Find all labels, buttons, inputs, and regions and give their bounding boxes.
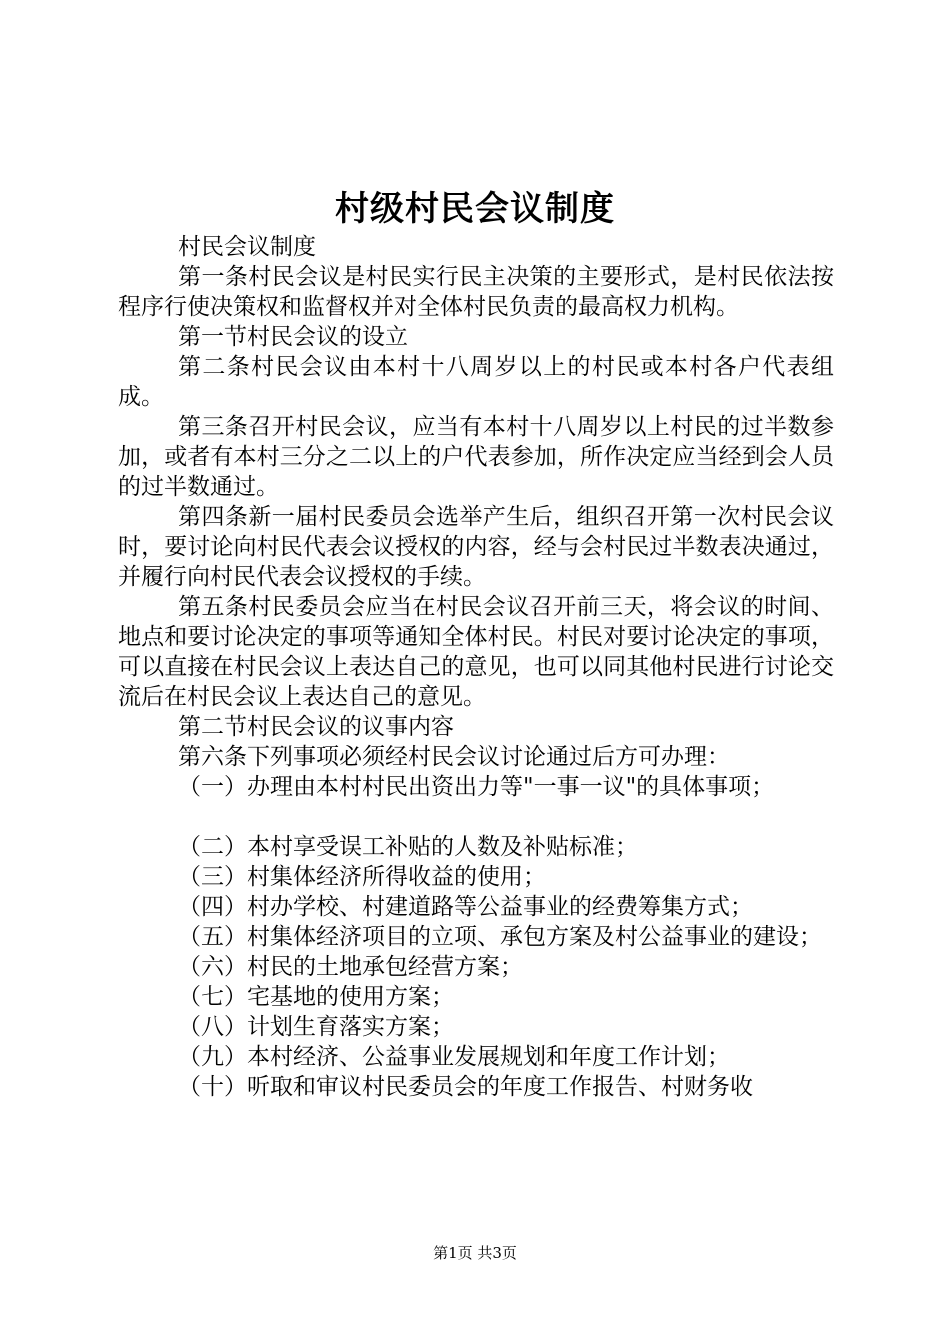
paragraph: 第三条召开村民会议，应当有本村十八周岁以上村民的过半数参加，或者有本村三分之二以上的户代表参加，所作决定应当经到会人员的过半数通过。	[118, 414, 834, 500]
list-item: （三）村集体经济所得收益的使用；	[178, 864, 546, 890]
document-title: 村级村民会议制度	[335, 189, 615, 229]
paragraph: 第一条村民会议是村民实行民主决策的主要形式，是村民依法按程序行使决策权和监督权并对全体村民负责的最高权力机构。	[118, 264, 834, 320]
paragraph: 第五条村民委员会应当在村民会议召开前三天，将会议的时间、地点和要讨论决定的事项等通知全体村民。村民对要讨论决定的事项，可以直接在村民会议上表达自己的意见，也可以同其他村民进行讨论交流后在村民会议上表达自己的意见。	[118, 594, 834, 710]
list-item: （六）村民的土地承包经营方案；	[178, 954, 523, 980]
list-item: （二）本村享受误工补贴的人数及补贴标准；	[178, 834, 638, 860]
blank-line	[118, 802, 834, 832]
list-item: （七）宅基地的使用方案；	[178, 984, 454, 1010]
list-item: （四）村办学校、村建道路等公益事业的经费筹集方式；	[178, 894, 753, 920]
document-body	[118, 232, 834, 1102]
section-heading: 第一节村民会议的设立	[178, 324, 408, 350]
paragraph: 第四条新一届村民委员会选举产生后，组织召开第一次村民会议时，要讨论向村民代表会议授权的内容，经与会村民过半数表决通过，并履行向村民代表会议授权的手续。	[118, 504, 834, 590]
page-footer: 第1页 共3页	[433, 1244, 517, 1262]
paragraph: 第六条下列事项必须经村民会议讨论通过后方可办理：	[178, 744, 730, 770]
list-item: （八）计划生育落实方案；	[178, 1014, 454, 1040]
list-item: （五）村集体经济项目的立项、承包方案及村公益事业的建设；	[178, 924, 822, 950]
paragraph: 第二条村民会议由本村十八周岁以上的村民或本村各户代表组成。	[118, 354, 834, 410]
list-item: （十）听取和审议村民委员会的年度工作报告、村财务收	[178, 1074, 753, 1100]
section-heading: 第二节村民会议的议事内容	[178, 714, 454, 740]
list-item: （九）本村经济、公益事业发展规划和年度工作计划；	[178, 1044, 730, 1070]
paragraph: 村民会议制度	[178, 234, 316, 260]
list-item: （一）办理由本村村民出资出力等"一事一议"的具体事项；	[178, 774, 775, 800]
